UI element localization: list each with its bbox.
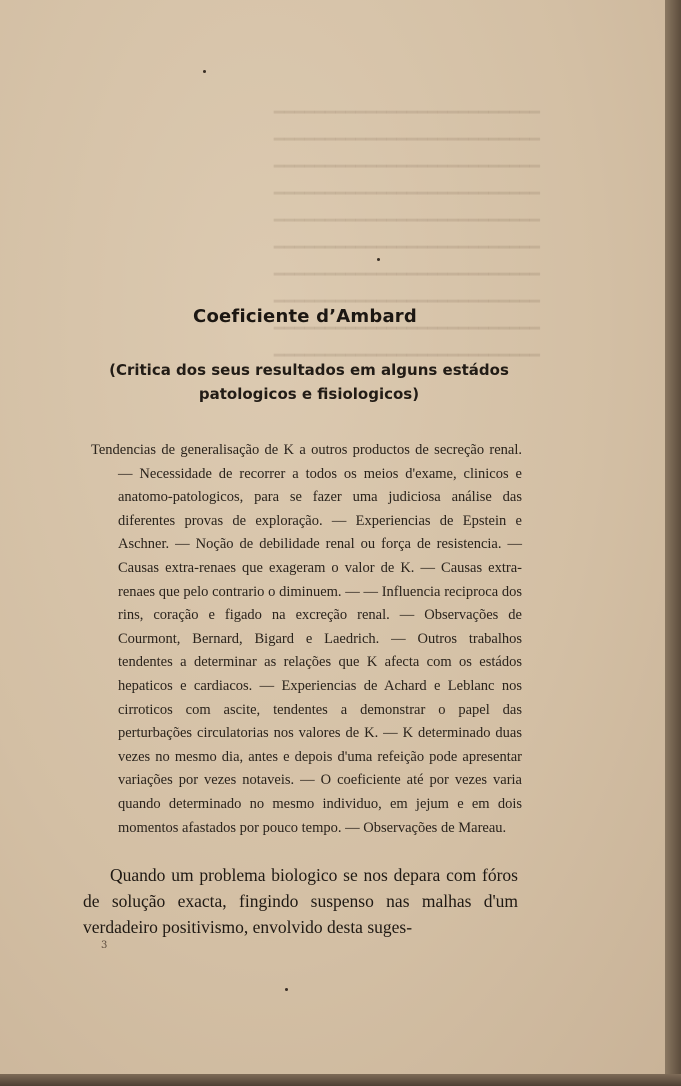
signature-mark: 3 [101, 940, 108, 951]
section-subtitle: (Critica dos seus resultados em alguns estádos patologicos e fisiologicos) [109, 361, 509, 403]
ink-speck [203, 70, 206, 73]
chapter-summary: Tendencias de generalisação de K a outros productos de secreção renal. — Necessidade de recorrer a todos os meios d'exame, clinicos e anatomo-patologicos, para se fazer uma judiciosa análise das diferentes provas de exploração. — Experiencias de Epstein e Aschner. — Noção de debilidade renal ou força de resistencia. — Causas extra-renaes que exageram o valor de K. — Causas extra-renaes que pelo contrario o diminuem. — — Influencia reciproca dos rins, coração e figado na excreção renal. — Observações de Courmont, Bernard, Bigard e Laedrich. — Outros trabalhos tendentes a determinar as relações que K afecta com os estádos hepaticos e cardiacos. — Experiencias de Achard e Leblanc nos cirroticos com ascite, tendentes a demonstrar o papel das perturbações circulatorias nos valores de K. — K determinado duas vezes no mesmo dia, antes e depois d'uma refeição pode apresentar variações por vezes notaveis. — O coeficiente até por vezes varia quando determinado no mesmo individuo, em jejum e em dois momentos afastados por pouco tempo. — Observações de Mareau. [91, 442, 522, 836]
ink-speck [377, 258, 380, 261]
page-edge-right [665, 0, 681, 1086]
page-edge-bottom [0, 1074, 681, 1086]
bleed-through-text: ━━━━━━━━━━━━━━━━━━━━━━━━━━ ━━━━━━━━━━━━━━━━━━━━━━━━━━ ━━━━━━━━━━━━━━━━━━━━━━━━━━ ━━━━━━━━━━━━━━━━━━━━━━━━━━ ━━━━━━━━━━━━━━━━━━━━━━━━━━ ━━━━━━━━━━━━━━━━━━━━━━━━━━ ━━━━━━━━━━━━━━━━━━━━━━━━━━ ━━━━━━━━━━━━━━━━━━━━━━━━━━ ━━━━━━━━━━━━━━━━━━━━━━━━━━ ━━━━━━━━━━━━━━━━━━━━━━━━━━ [273, 103, 540, 366]
section-title: Coeficiente d’Ambard [193, 306, 417, 327]
ink-speck [285, 988, 288, 991]
body-paragraph: Quando um problema biologico se nos depara com fóros de solução exacta, fingindo suspenso nas malhas d'um verdadeiro positivismo, envolvido desta suges- [83, 865, 518, 937]
